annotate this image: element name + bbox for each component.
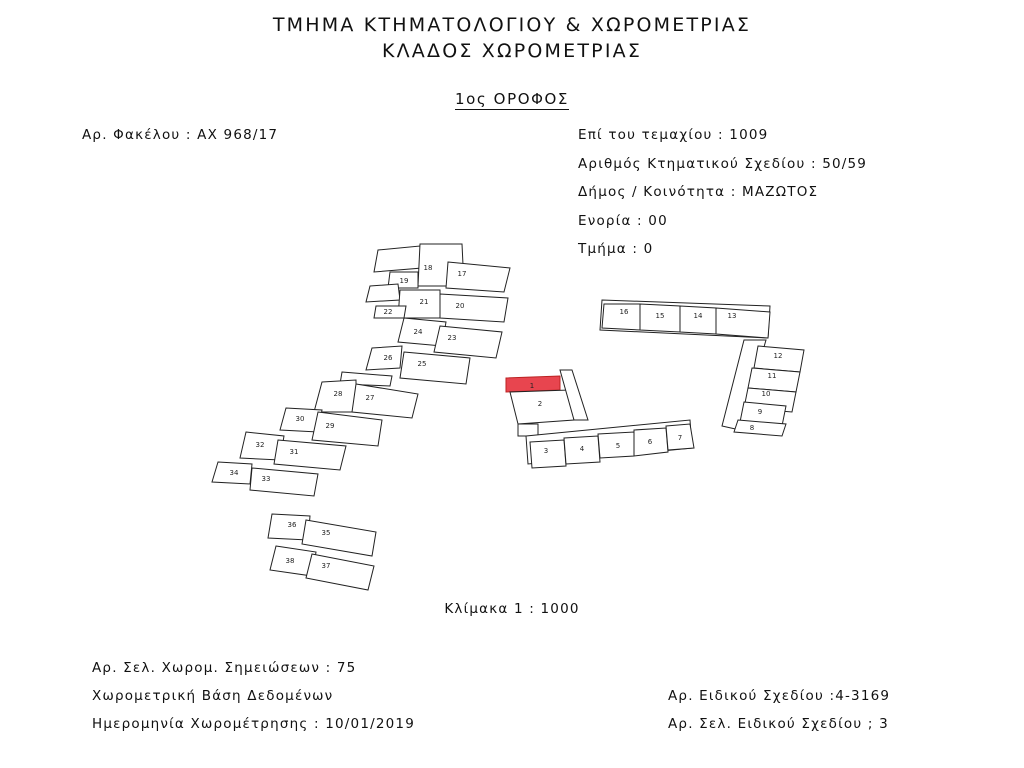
svg-text:37: 37 (321, 562, 331, 570)
svg-text:32: 32 (255, 441, 265, 449)
unit-20 (440, 294, 508, 322)
svg-text:24: 24 (413, 328, 423, 336)
svg-text:4: 4 (579, 445, 585, 453)
cadastral-plan-number: Αριθμός Κτηματικού Σχεδίου : 50/59 (578, 156, 868, 172)
svg-text:33: 33 (261, 475, 271, 483)
svg-text:17: 17 (457, 270, 467, 278)
special-plan-page: Αρ. Σελ. Ειδικού Σχεδίου ; 3 (668, 716, 889, 732)
unit-25 (400, 352, 470, 384)
svg-text:2: 2 (537, 400, 543, 408)
left-wing (212, 244, 510, 590)
svg-text:36: 36 (287, 521, 297, 529)
department-title: ΤΜΗΜΑ ΚΤΗΜΑΤΟΛΟΓΙΟΥ & ΧΩΡΟΜΕΤΡΙΑΣ (272, 14, 752, 36)
municipality: Δήμος / Κοινότητα : ΜΑΖΩΤΟΣ (578, 184, 819, 200)
svg-text:16: 16 (619, 308, 629, 316)
quarter: Ενορία : 00 (578, 213, 668, 229)
branch-title: ΚΛΑΔΟΣ ΧΩΡΟΜΕΤΡΙΑΣ (381, 40, 643, 62)
survey-database: Χωρομετρική Βάση Δεδομένων (92, 688, 334, 704)
unit-27 (352, 384, 418, 418)
svg-text:5: 5 (615, 442, 621, 450)
svg-text:10: 10 (761, 390, 771, 398)
unit-29 (312, 412, 382, 446)
unit-23 (434, 326, 502, 358)
svg-text:15: 15 (655, 312, 665, 320)
svg-text:3: 3 (543, 447, 549, 455)
svg-text:29: 29 (325, 422, 335, 430)
svg-text:21: 21 (419, 298, 429, 306)
unit-17 (446, 262, 510, 292)
svg-text:12: 12 (773, 352, 783, 360)
file-number: Αρ. Φακέλου : ΑΧ 968/17 (82, 127, 279, 143)
floor-title: 1ος ΟΡΟΦΟΣ (454, 90, 570, 108)
svg-text:22: 22 (383, 308, 393, 316)
scale-label: Κλίμακα 1 : 1000 (444, 601, 580, 617)
unit-13 (716, 308, 770, 338)
svg-text:35: 35 (321, 529, 331, 537)
parcel-number: Επί του τεμαχίου : 1009 (578, 127, 769, 143)
svg-text:27: 27 (365, 394, 375, 402)
unit-35 (302, 520, 376, 556)
svg-text:13: 13 (727, 312, 737, 320)
svg-text:1: 1 (529, 382, 535, 390)
unit-14 (680, 306, 716, 334)
survey-date: Ημερομηνία Χωρομέτρησης : 10/01/2019 (92, 716, 416, 732)
unit-37 (306, 554, 374, 590)
svg-text:26: 26 (383, 354, 393, 362)
svg-text:7: 7 (677, 434, 683, 442)
svg-text:28: 28 (333, 390, 343, 398)
svg-text:25: 25 (417, 360, 427, 368)
svg-text:38: 38 (285, 557, 295, 565)
svg-text:31: 31 (289, 448, 299, 456)
right-wing (506, 300, 804, 468)
section: Τμήμα : 0 (578, 241, 654, 257)
survey-notes-page: Αρ. Σελ. Χωρομ. Σημειώσεων : 75 (92, 660, 357, 676)
svg-text:9: 9 (757, 408, 763, 416)
svg-text:30: 30 (295, 415, 305, 423)
svg-text:6: 6 (647, 438, 653, 446)
unit-33 (250, 468, 318, 496)
svg-text:18: 18 (423, 264, 433, 272)
svg-text:14: 14 (693, 312, 703, 320)
svg-text:8: 8 (749, 424, 755, 432)
svg-text:23: 23 (447, 334, 457, 342)
svg-text:20: 20 (455, 302, 465, 310)
svg-text:34: 34 (229, 469, 239, 477)
svg-text:11: 11 (767, 372, 777, 380)
unit-31 (274, 440, 346, 470)
special-plan-number: Αρ. Ειδικού Σχεδίου :4-3169 (668, 688, 891, 704)
svg-text:19: 19 (399, 277, 409, 285)
